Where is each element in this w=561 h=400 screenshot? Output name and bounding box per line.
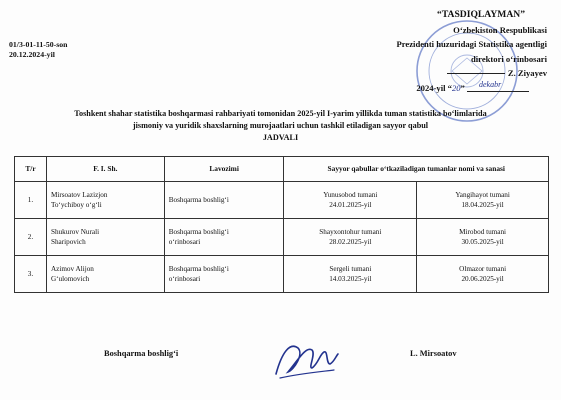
footer-position: Boshqarma boshlig‘i [104,349,179,358]
name-line2: G‘ulomovich [50,275,90,283]
reference-block [9,40,67,60]
district-date: 18.04.2025-yil [461,201,504,209]
approval-title: “TASDIQLAYMAN” [437,9,525,20]
header-position: Lavozimi [164,157,284,182]
position-line2: o‘rinbosari [168,238,201,246]
row-district-2 [417,256,549,293]
reference-number: 01/3-01-11-50-son [9,40,68,49]
footer-signer: L. Mirsoatov [410,349,457,358]
district-name: Mirobod tumani [459,228,507,236]
approval-date-month-line [467,81,529,92]
district-date: 28.02.2025-yil [329,238,372,246]
row-num: 1. [15,182,47,219]
position-line1: Boshqarma boshlig‘i [168,196,229,204]
approval-signer: Z. Ziyayev [507,68,547,78]
row-district-2 [417,182,549,219]
name-line2: Sharipovich [50,238,86,246]
approval-date-prefix: 2024-yil “ [416,82,452,93]
district-name: Olmazor tumani [459,265,507,273]
approval-date-quote: ” [460,82,465,93]
table-row [15,256,549,293]
header-num: T/r [15,157,47,182]
row-num: 2. [15,219,47,256]
approval-line2: Prezidenti huzuridagi Statistika agentligi [396,39,547,49]
table-row [15,182,549,219]
district-date: 20.06.2025-yil [461,275,504,283]
approval-line3: direktori o‘rinbosari [471,53,547,64]
signature-line [447,73,505,74]
row-position [164,182,284,219]
heading-line2: jismoniy va yuridik shaxslarning murojaatlari uchun tashkil etiladigan sayyor qabul [132,121,429,130]
approval-signer-line [377,66,547,81]
row-name [46,256,164,293]
position-line1: Boshqarma boshlig‘i [168,228,229,236]
approval-date-day: 20 [451,82,461,93]
schedule-table [14,156,549,293]
header-name: F. I. Sh. [46,157,164,182]
table-row [15,219,549,256]
district-name: Yangihayot tumani [455,191,510,199]
row-position [164,256,284,293]
name-line1: Mirsoatov Lazizjon [50,191,108,199]
district-name: Shayxontohur tumani [319,228,382,236]
approval-date-month: dekabr [479,79,502,89]
name-line1: Shukurov Nurali [50,228,100,236]
name-line2: To‘ychiboy o‘g‘li [50,201,102,209]
approval-line1: O‘zbekiston Respublikasi [453,24,547,35]
name-line1: Azimov Alijon [50,265,94,273]
row-name [46,219,164,256]
row-district-1 [284,256,417,293]
district-date: 24.01.2025-yil [329,201,372,209]
approval-date [377,81,529,96]
document-heading [14,108,547,144]
position-line1: Boshqarma boshlig‘i [168,265,229,273]
heading-line3: JADVALI [262,133,299,142]
row-num: 3. [15,256,47,293]
table-header-row [15,157,549,182]
approval-block [377,8,547,95]
row-district-2 [417,219,549,256]
heading-line1: Toshkent shahar statistika boshqarmasi rahbariyati tomonidan 2025-yil I-yarim yillikda tuman statistika bo‘limlarida [74,109,487,118]
district-name: Yunusobod tumani [323,191,378,199]
header-districts: Sayyor qabullar o‘tkaziladigan tumanlar nomi va sanasi [284,157,549,182]
district-name: Sergeli tumani [329,265,372,273]
row-name [46,182,164,219]
position-line2: o‘rinbosari [168,275,201,283]
row-position [164,219,284,256]
district-date: 14.03.2025-yil [329,275,372,283]
district-date: 30.05.2025-yil [461,238,504,246]
reference-date: 20.12.2024-yil [9,50,55,59]
handwritten-signature [268,334,343,386]
row-district-1 [284,182,417,219]
row-district-1 [284,219,417,256]
